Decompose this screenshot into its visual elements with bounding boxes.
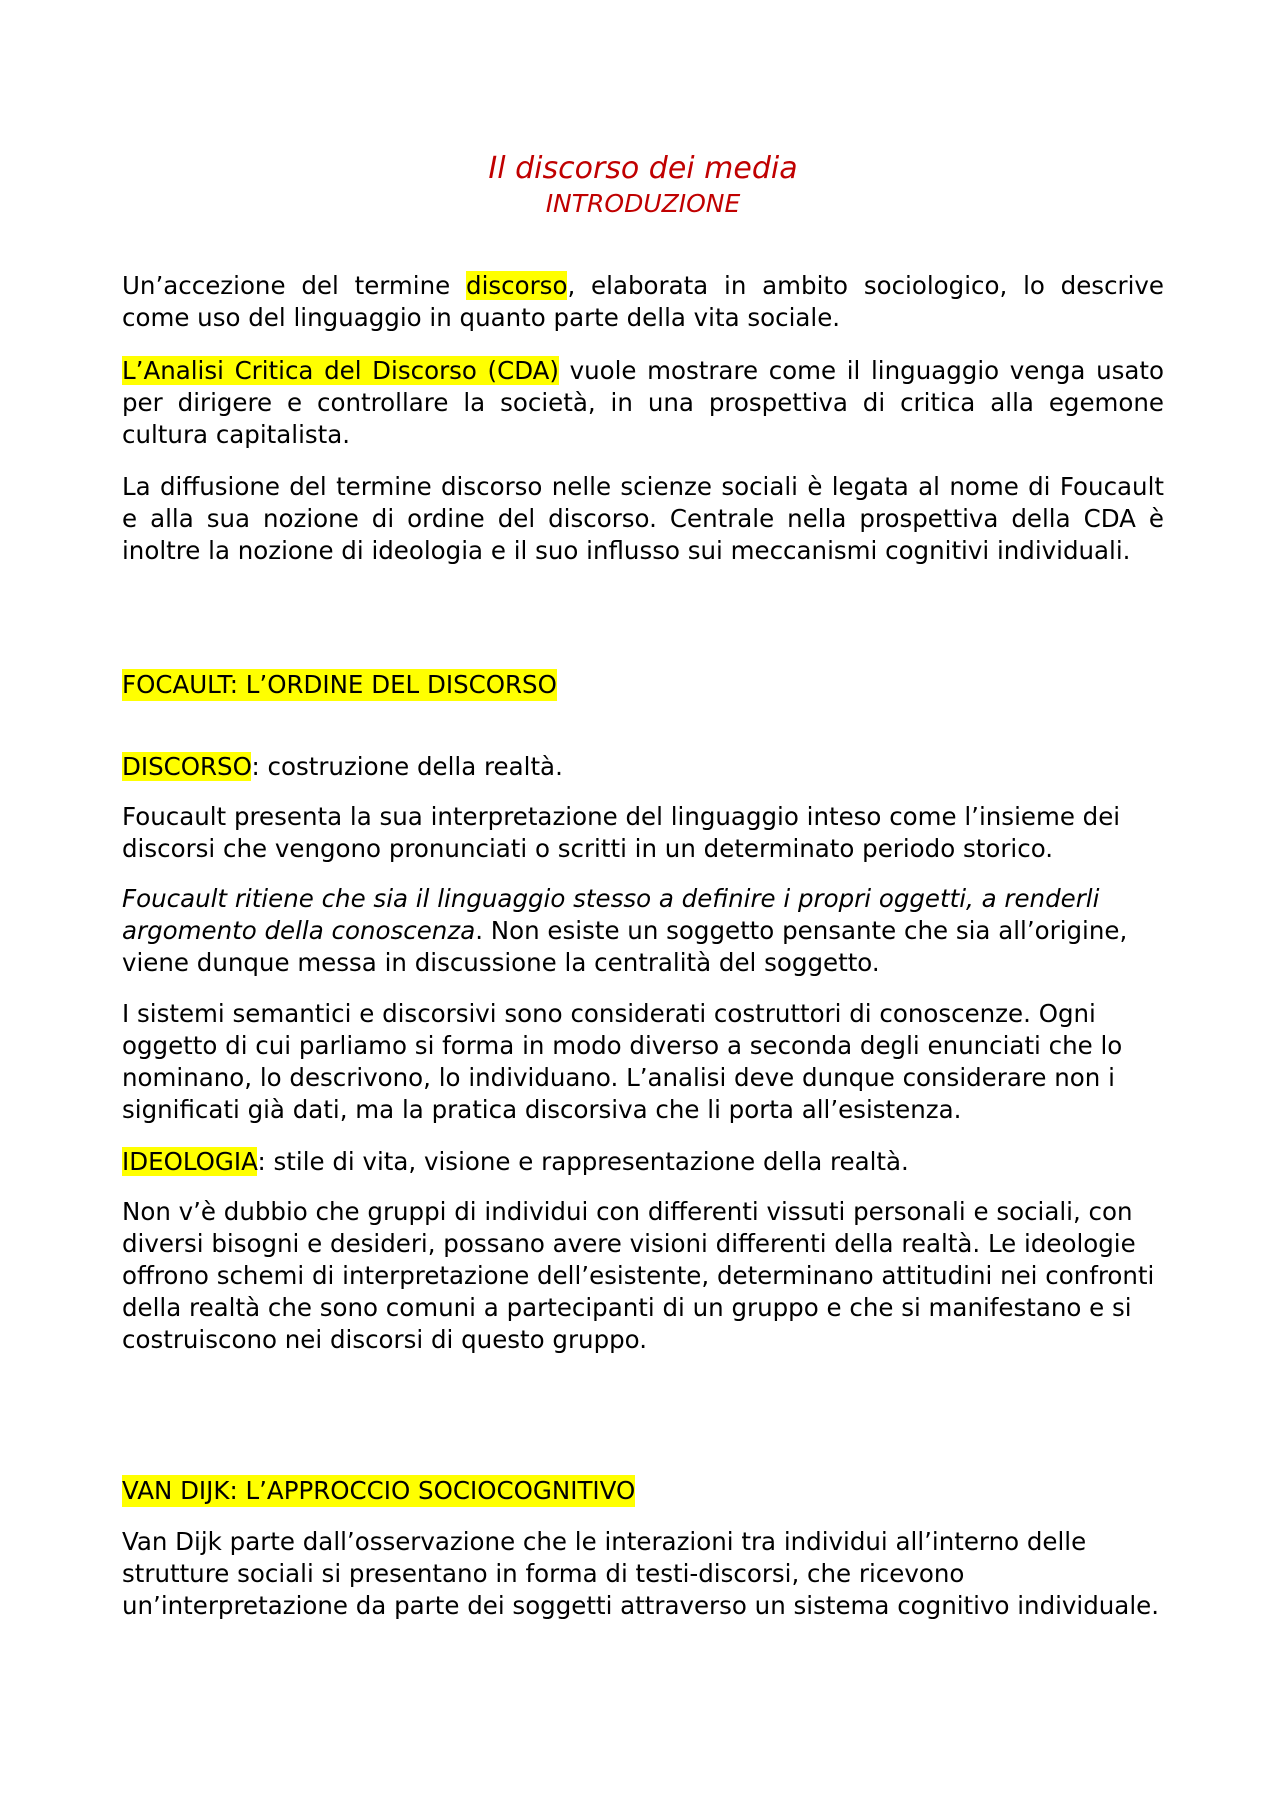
definition-discorso xyxy=(122,751,1164,783)
vandijk-paragraph-1: Van Dijk parte dall’osservazione che le interazioni tra individui all’interno delle strutture sociali si presentano in forma di testi-discorsi, che ricevono un’interpretazione da parte dei soggetti attraverso un sistema cognitivo individuale. xyxy=(122,1527,1159,1620)
highlight-term-cda: L’Analisi Critica del Discorso (CDA) xyxy=(122,356,559,385)
title-block xyxy=(122,150,1164,220)
highlight-term-ideologia: IDEOLOGIA xyxy=(122,1147,258,1176)
document-title: Il discorso dei media xyxy=(488,151,798,186)
intro-paragraph-2 xyxy=(122,355,1164,451)
document-page xyxy=(122,0,1164,1811)
focault-p2-text-after: . Non esiste un soggetto pensante che sia all’origine, viene dunque messa in discussione la centralità del soggetto. xyxy=(122,916,1128,977)
intro-paragraph-1 xyxy=(122,270,1164,334)
intro-p1-text-after: , elaborata in ambito sociologico, lo descrive come uso del linguaggio in quanto parte della vita sociale. xyxy=(122,271,1164,332)
section-heading-focault: FOCAULT: L’ORDINE DEL DISCORSO xyxy=(122,670,557,699)
focault-paragraph-3: I sistemi semantici e discorsivi sono considerati costruttori di conoscenze. Ogni oggetto di cui parliamo si forma in modo diverso a seconda degli enunciati che lo nominano, lo descrivono, lo individuano. L’analisi deve dunque considerare non i significati già dati, ma la pratica discorsiva che li porta all’esistenza. xyxy=(122,999,1123,1124)
definition-ideologia-text: : stile di vita, visione e rappresentazione della realtà. xyxy=(257,1147,909,1176)
section-heading-vandijk: VAN DIJK: L’APPROCCIO SOCIOCOGNITIVO xyxy=(122,1476,636,1505)
focault-paragraph-2 xyxy=(122,883,1164,979)
definition-ideologia xyxy=(122,1146,1164,1178)
intro-paragraph-3: La diffusione del termine discorso nelle scienze sociali è legata al nome di Foucault e alla sua nozione di ordine del discorso. Centrale nella prospettiva della CDA è inoltre la nozione di ideologia e il suo influsso sui meccanismi cognitivi individuali. xyxy=(122,472,1164,565)
definition-discorso-text: : costruzione della realtà. xyxy=(251,752,563,781)
italic-quote: Foucault ritiene che sia il linguaggio stesso a definire i propri oggetti, a renderli argomento della conoscenza xyxy=(122,884,1100,945)
focault-paragraph-1: Foucault presenta la sua interpretazione del linguaggio inteso come l’insieme dei discorsi che vengono pronunciati o scritti in un determinato periodo storico. xyxy=(122,802,1121,863)
highlight-term-discorso: discorso xyxy=(466,271,568,300)
highlight-term-discorso-upper: DISCORSO xyxy=(122,752,252,781)
intro-p1-text-before: Un’accezione del termine xyxy=(122,271,467,300)
document-subtitle: INTRODUZIONE xyxy=(545,189,741,218)
focault-paragraph-4: Non v’è dubbio che gruppi di individui con differenti vissuti personali e sociali, con diversi bisogni e desideri, possano avere visioni differenti della realtà. Le ideologie offrono schemi di interpretazione dell’esistente, determinano attitudini nei confronti della realtà che sono comuni a partecipanti di un gruppo e che si manifestano e si costruiscono nei discorsi di questo gruppo. xyxy=(122,1197,1155,1354)
intro-p2-text-after: vuole mostrare come il linguaggio venga usato per dirigere e controllare la società, in una prospettiva di critica alla egemone cultura capitalista. xyxy=(122,356,1164,449)
